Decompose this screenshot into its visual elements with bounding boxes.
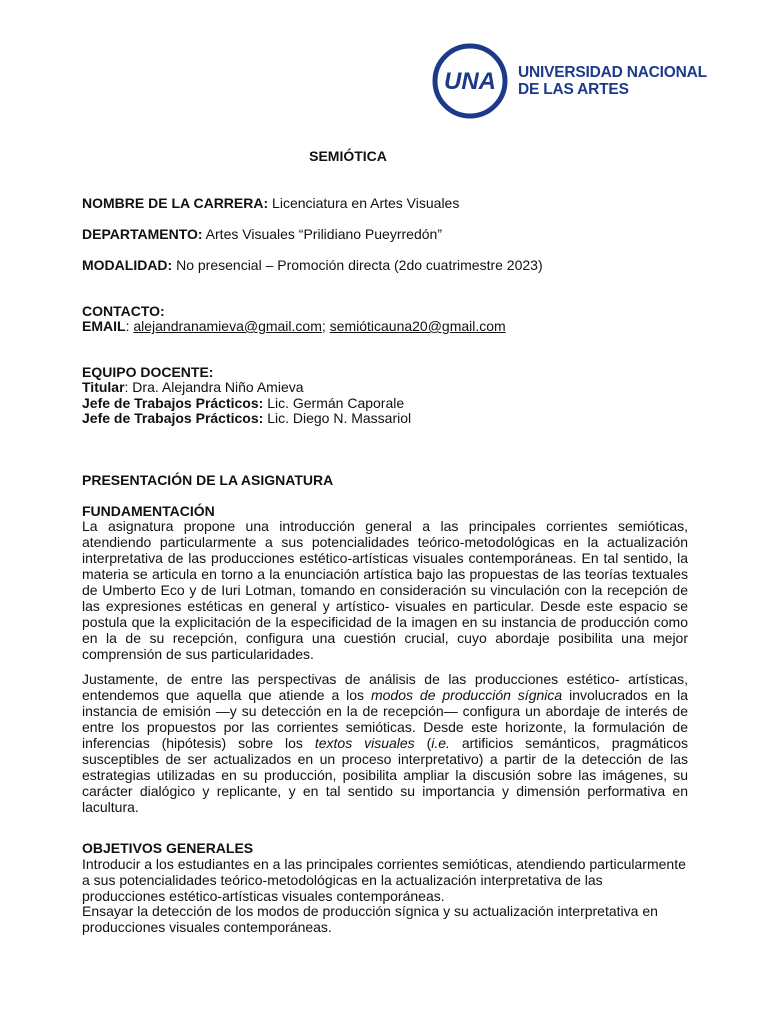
svg-text:UNA: UNA — [444, 68, 496, 95]
email-line — [82, 318, 506, 334]
modalidad-value: No presencial – Promoción directa (2do cuatrimestre 2023) — [172, 257, 543, 273]
jtp-label-1: Jefe de Trabajos Prácticos: — [82, 395, 264, 411]
objetivos-paragraph-2: Ensayar la detección de los modos de producción sígnica y su actualización interpretativa en producciones visuales contemporáneas. — [82, 903, 658, 935]
p2-text-a: Justamente, de entre las perspectivas de análisis de las producciones estético- artísticas, entendemos que aquella que atiende a los — [82, 671, 688, 703]
p2-text-g: artificios semánticos, pragmáticos susceptibles de ser actualizados en un proceso interpretativo) a partir de la detección de las estrategias utilizadas en su producción, posibilita ampliar la discusión sobre las imágenes, su carácter dialógico y replicante, y en tal sentido su importancia y dimensión performativa en lacultura. — [82, 735, 688, 815]
una-logo — [432, 43, 707, 119]
fundamentacion-paragraph-1: La asignatura propone una introducción general a las principales corrientes semióticas, atendiendo particularmente a sus potencialidades teórico-metodológicas en la actualización interpretativa de las producciones estético-artísticas visuales contemporáneas. En tal sentido, la materia se articula en torno a la enunciación artística bajo las propuestas de las teorías textuales de Umberto Eco y de Iuri Lotman, tomando en consideración su vinculación con la recepción de las expresiones estéticas en general y artístico- visuales en particular. Desde este espacio se postula que la explicitación de la especificidad de la imagen en su instancia de producción como en la de su recepción, configura una cuestión crucial, cuyo abordaje posibilita una mejor comprensión de sus particularidades. — [82, 518, 688, 662]
titular-line — [82, 379, 304, 395]
contacto-heading: CONTACTO: — [82, 303, 165, 319]
carrera-label: NOMBRE DE LA CARRERA: — [82, 195, 269, 211]
fundamentacion-heading: FUNDAMENTACIÓN — [82, 503, 215, 519]
equipo-heading: EQUIPO DOCENTE: — [82, 364, 214, 380]
departamento-field — [82, 226, 442, 242]
una-logo-icon — [432, 43, 508, 119]
modalidad-label: MODALIDAD: — [82, 257, 173, 273]
objetivos-paragraph-1: Introducir a los estudiantes en a las principales corrientes semióticas, atendiendo particularmente a sus potencialidades teórico-metodológicas en la actualización interpretativa de las producciones estético-artísticas visuales contemporáneas. — [82, 856, 686, 904]
email-separator: : — [125, 318, 134, 334]
page-title: SEMIÓTICA — [309, 148, 387, 164]
logo-line-1: UNIVERSIDAD NACIONAL — [518, 64, 707, 81]
carrera-value: Licenciatura en Artes Visuales — [268, 195, 460, 211]
jtp-line-2 — [82, 410, 411, 426]
objetivos-heading: OBJETIVOS GENERALES — [82, 840, 254, 856]
p2-text-e: ( — [414, 735, 432, 751]
departamento-value: Artes Visuales “Prilidiano Pueyrredón” — [202, 226, 442, 242]
modalidad-field — [82, 257, 543, 273]
jtp-label-2: Jefe de Trabajos Prácticos: — [82, 410, 264, 426]
email-link-1[interactable]: alejandranamieva@gmail.com — [133, 318, 322, 334]
logo-wordmark — [518, 64, 707, 98]
jtp-value-2: Lic. Diego N. Massariol — [263, 410, 412, 426]
titular-label: Titular — [82, 379, 125, 395]
p2-italic-modos: modos de producción sígnica — [370, 687, 563, 703]
p2-text-c: involucrados en la instancia de emisión —y su detección en la de recepción— configura un abordaje de interés de entre los propuestos por las corrientes semióticas. Desde este horizonte, la formulación de inferencias (hipótesis) sobre los — [82, 687, 688, 751]
departamento-label: DEPARTAMENTO: — [82, 226, 203, 242]
carrera-field — [82, 195, 459, 211]
email-label: EMAIL — [82, 318, 126, 334]
jtp-value-1: Lic. Germán Caporale — [263, 395, 405, 411]
fundamentacion-paragraph-2 — [82, 671, 688, 815]
email-separator-2: ; — [321, 318, 330, 334]
email-link-2[interactable]: semióticauna20@gmail.com — [329, 318, 506, 334]
titular-value: : Dra. Alejandra Niño Amieva — [124, 379, 304, 395]
presentacion-heading: PRESENTACIÓN DE LA ASIGNATURA — [82, 472, 334, 488]
jtp-line-1 — [82, 395, 404, 411]
p2-italic-ie: i.e. — [431, 735, 450, 751]
logo-line-2: DE LAS ARTES — [518, 81, 629, 98]
p2-italic-textos: textos visuales — [314, 735, 415, 751]
